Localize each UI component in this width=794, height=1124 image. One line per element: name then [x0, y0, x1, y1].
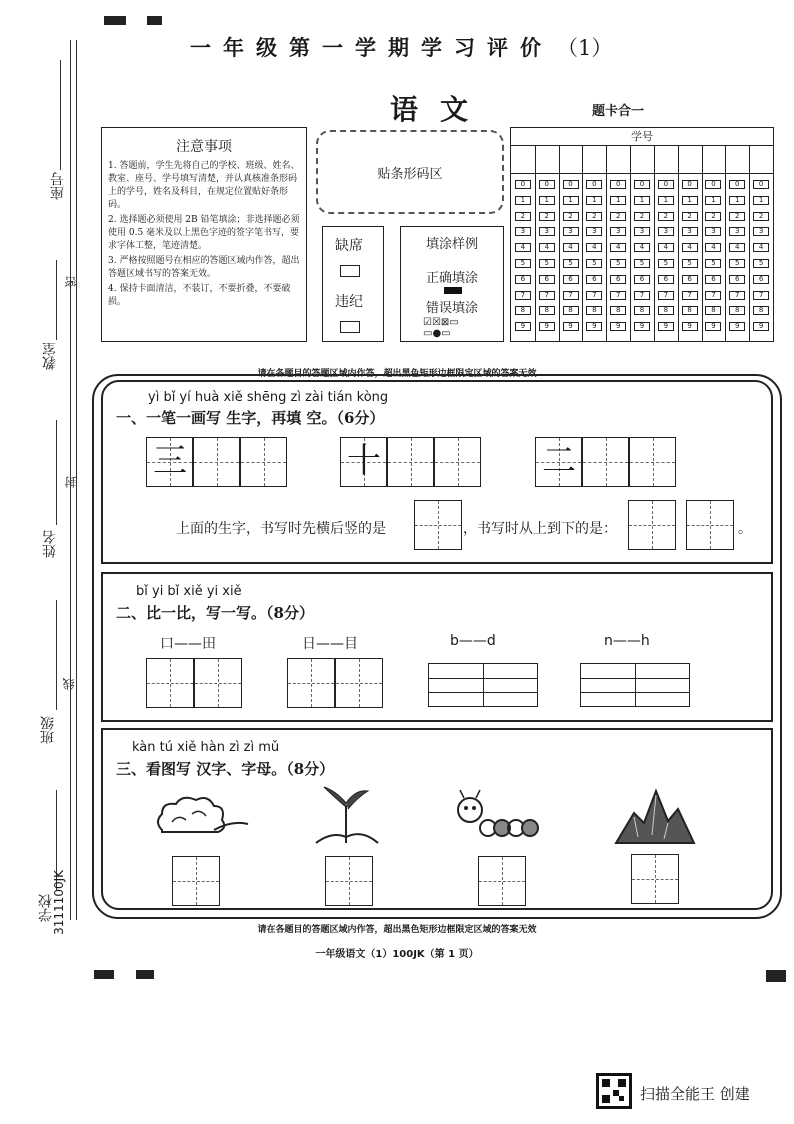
student-id-bubble[interactable]: 8: [729, 306, 745, 315]
answer-area-warning: 请在各题目的答题区域内作答，超出黑色矩形边框限定区域的答案无效: [257, 369, 537, 379]
student-id-bubble[interactable]: 8: [753, 306, 769, 315]
student-id-bubble[interactable]: 0: [753, 180, 769, 189]
student-id-bubble[interactable]: 4: [515, 243, 531, 252]
class-label: 班级: [40, 716, 56, 744]
q2-char-cell[interactable]: [287, 658, 335, 708]
student-id-bubble[interactable]: 2: [658, 212, 674, 221]
student-id-bubble[interactable]: 7: [753, 291, 769, 300]
student-id-bubble[interactable]: 0: [658, 180, 674, 189]
q1-answer-cell[interactable]: [686, 500, 734, 550]
student-id-bubble[interactable]: 6: [634, 275, 650, 284]
student-id-bubble[interactable]: 0: [586, 180, 602, 189]
q2-letter-lines[interactable]: [428, 663, 538, 707]
q1-sentence: 上面的生字，书写时先横后竖的是: [176, 521, 386, 537]
student-id-column-divider: [654, 146, 655, 341]
student-id-bubble[interactable]: 1: [682, 196, 698, 205]
student-id-bubble[interactable]: 7: [682, 291, 698, 300]
student-id-bubble[interactable]: 9: [682, 322, 698, 331]
absent-box: [322, 226, 384, 342]
student-id-bubble[interactable]: 6: [753, 275, 769, 284]
student-id-bubble[interactable]: 5: [705, 259, 721, 268]
q3-answer-cell[interactable]: [325, 856, 373, 906]
student-id-bubble[interactable]: 9: [753, 322, 769, 331]
student-id-column-divider: [678, 146, 679, 341]
student-id-bubble[interactable]: 7: [539, 291, 555, 300]
student-id-bubble[interactable]: 7: [634, 291, 650, 300]
student-id-bubble[interactable]: 8: [634, 306, 650, 315]
fill-sample-box: [400, 226, 504, 342]
seal-xian: 线: [62, 678, 76, 690]
student-id-bubble[interactable]: 9: [515, 322, 531, 331]
student-id-bubble[interactable]: 3: [563, 227, 579, 236]
student-id-column-divider: [702, 146, 703, 341]
registration-mark: [104, 16, 126, 25]
student-id-bubble[interactable]: 1: [515, 196, 531, 205]
qr-code-icon: [596, 1073, 632, 1109]
scanner-watermark: 扫描全能王 创建: [640, 1085, 750, 1103]
notice-item: 2. 选择题必须使用 2B 铅笔填涂；非选择题必须使用 0.5 毫米及以上黑色字迹的签字笔书写，要求字体工整，笔迹清楚。: [108, 215, 300, 251]
q1-title: 一、一笔一画写 生字，再填 空。（6分）: [116, 409, 385, 427]
student-id-bubble[interactable]: 2: [610, 212, 626, 221]
student-id-bubble[interactable]: 2: [539, 212, 555, 221]
student-id-bubble[interactable]: 4: [705, 243, 721, 252]
student-id-bubble[interactable]: 0: [682, 180, 698, 189]
student-id-bubble[interactable]: 7: [705, 291, 721, 300]
student-id-bubble[interactable]: 3: [634, 227, 650, 236]
q1-practice-cell[interactable]: [629, 437, 676, 487]
student-id-write-row: [511, 146, 773, 174]
student-id-bubble[interactable]: 5: [610, 259, 626, 268]
q1-answer-cell[interactable]: [628, 500, 676, 550]
name-label: 姓名: [42, 530, 58, 558]
student-id-bubble[interactable]: 4: [586, 243, 602, 252]
student-id-bubble[interactable]: 8: [586, 306, 602, 315]
barcode-area[interactable]: [316, 130, 504, 214]
student-id-bubble[interactable]: 2: [753, 212, 769, 221]
student-id-bubble[interactable]: 4: [563, 243, 579, 252]
student-id-bubble[interactable]: 2: [563, 212, 579, 221]
student-id-bubble[interactable]: 3: [586, 227, 602, 236]
student-id-bubble[interactable]: 1: [634, 196, 650, 205]
student-id-bubble[interactable]: 2: [634, 212, 650, 221]
student-id-bubble[interactable]: 6: [539, 275, 555, 284]
student-id-bubble[interactable]: 5: [658, 259, 674, 268]
q1-model-char: 三: [153, 441, 187, 481]
student-id-bubble[interactable]: 5: [539, 259, 555, 268]
student-id-column-divider: [630, 146, 631, 341]
student-id-bubble[interactable]: 2: [515, 212, 531, 221]
student-id-bubble[interactable]: 9: [705, 322, 721, 331]
notice-box: [101, 127, 307, 342]
student-id-bubble[interactable]: 5: [586, 259, 602, 268]
student-id-bubble[interactable]: 0: [515, 180, 531, 189]
q1-practice-cell[interactable]: [240, 437, 287, 487]
correct-fill-label: 正确填涂: [425, 271, 478, 286]
student-id-bubble[interactable]: 2: [682, 212, 698, 221]
seat-label: 座号: [50, 172, 66, 200]
q1-model-char: 十: [347, 441, 381, 481]
registration-mark: [766, 970, 786, 982]
q2-pair: 日——目: [302, 636, 358, 652]
student-id-bubble[interactable]: 6: [705, 275, 721, 284]
student-id-bubble[interactable]: 8: [705, 306, 721, 315]
student-id-bubble[interactable]: 4: [682, 243, 698, 252]
student-id-bubble[interactable]: 7: [515, 291, 531, 300]
q1-model-char-cell: [146, 437, 193, 487]
name-line: [56, 420, 57, 525]
q1-practice-cell[interactable]: [387, 437, 434, 487]
student-id-bubble[interactable]: 5: [563, 259, 579, 268]
q2-title: 二、比一比，写一写。（8分）: [116, 604, 314, 622]
student-id-bubble[interactable]: 3: [682, 227, 698, 236]
student-id-bubble[interactable]: 2: [729, 212, 745, 221]
absent-bubble[interactable]: [340, 265, 360, 277]
student-id-bubble[interactable]: 2: [705, 212, 721, 221]
q3-title: 三、看图写 汉字、字母。（8分）: [116, 760, 335, 778]
student-id-bubble[interactable]: 6: [729, 275, 745, 284]
student-id-bubble[interactable]: 0: [610, 180, 626, 189]
caterpillar-picture: [452, 788, 542, 844]
student-id-bubble[interactable]: 8: [515, 306, 531, 315]
q1-sentence-end: 。: [738, 521, 752, 537]
student-id-bubble[interactable]: 1: [610, 196, 626, 205]
student-id-bubble[interactable]: 4: [658, 243, 674, 252]
seal-feng: 封: [64, 476, 78, 488]
student-id-column-divider: [535, 146, 536, 341]
q1-model-char-cell: [340, 437, 387, 487]
q1-practice-cell[interactable]: [582, 437, 629, 487]
registration-mark: [94, 970, 114, 979]
q1-practice-cell[interactable]: [434, 437, 481, 487]
violation-bubble[interactable]: [340, 321, 360, 333]
student-id-bubble[interactable]: 9: [658, 322, 674, 331]
q2-pinyin: bǐ yi bǐ xiě yi xiě: [136, 584, 242, 599]
class-line: [56, 600, 57, 710]
barcode-label: 贴条形码区: [377, 166, 443, 182]
student-id-bubble[interactable]: 8: [539, 306, 555, 315]
student-id-bubble[interactable]: 6: [515, 275, 531, 284]
q1-model-char: 二: [542, 441, 576, 481]
student-id-bubble[interactable]: 7: [563, 291, 579, 300]
student-id-column-divider: [606, 146, 607, 341]
student-id-bubble[interactable]: 5: [634, 259, 650, 268]
q2-pair: n——h: [604, 633, 650, 649]
student-id-bubble[interactable]: 5: [753, 259, 769, 268]
student-id-grid: [510, 127, 774, 342]
student-id-bubble[interactable]: 2: [586, 212, 602, 221]
student-id-bubble[interactable]: 1: [705, 196, 721, 205]
student-id-bubble[interactable]: 7: [658, 291, 674, 300]
notice-item: 4. 保持卡面清洁，不装订，不要折叠，不要破损。: [108, 284, 291, 307]
q3-answer-cell[interactable]: [478, 856, 526, 906]
student-id-bubble[interactable]: 0: [634, 180, 650, 189]
classroom-label: 教室: [42, 342, 58, 370]
student-id-column-divider: [725, 146, 726, 341]
registration-mark: [147, 16, 162, 25]
student-id-bubble[interactable]: 0: [539, 180, 555, 189]
student-id-bubble[interactable]: 4: [539, 243, 555, 252]
student-id-column-divider: [749, 146, 750, 341]
student-id-bubble[interactable]: 3: [753, 227, 769, 236]
fill-sample-heading: 填涂样例: [425, 237, 478, 252]
student-id-bubble[interactable]: 5: [729, 259, 745, 268]
student-id-bubble[interactable]: 7: [729, 291, 745, 300]
student-id-bubble[interactable]: 5: [515, 259, 531, 268]
notice-item: 3. 严格按照题号在相应的答题区域内作答，超出答题区域书写的答案无效。: [108, 256, 300, 279]
student-id-bubble[interactable]: 6: [610, 275, 626, 284]
student-id-bubble[interactable]: 8: [610, 306, 626, 315]
student-id-bubble[interactable]: 1: [539, 196, 555, 205]
sprout-picture: [312, 785, 382, 845]
seal-mi: 密: [64, 276, 78, 288]
student-id-bubble[interactable]: 9: [539, 322, 555, 331]
student-id-bubble[interactable]: 3: [705, 227, 721, 236]
student-id-bubble[interactable]: 4: [729, 243, 745, 252]
student-id-bubble[interactable]: 0: [705, 180, 721, 189]
correct-fill-example: [444, 287, 462, 294]
student-id-bubble[interactable]: 6: [682, 275, 698, 284]
student-id-bubble[interactable]: 9: [729, 322, 745, 331]
wrong-fill-examples: ☑☒⊠▭ ▭●▭: [423, 317, 459, 339]
student-id-bubble[interactable]: 4: [610, 243, 626, 252]
q1-model-char-cell: [535, 437, 582, 487]
subject-title: 语文: [390, 93, 491, 126]
q2-char-cell[interactable]: [146, 658, 194, 708]
student-id-bubble[interactable]: 3: [729, 227, 745, 236]
answer-area-warning-bottom: 请在各题目的答题区域内作答，超出黑色矩形边框限定区域的答案无效: [257, 925, 537, 935]
student-id-bubble[interactable]: 7: [610, 291, 626, 300]
student-id-bubble[interactable]: 6: [658, 275, 674, 284]
student-id-bubble[interactable]: 3: [515, 227, 531, 236]
student-id-column-divider: [559, 146, 560, 341]
student-id-bubble[interactable]: 9: [586, 322, 602, 331]
student-id-bubble[interactable]: 0: [729, 180, 745, 189]
student-id-bubble[interactable]: 1: [586, 196, 602, 205]
q2-pair: b——d: [450, 633, 496, 649]
student-id-bubble[interactable]: 8: [563, 306, 579, 315]
card-type-tag: 题卡合一: [592, 104, 645, 119]
student-id-heading: 学号: [511, 128, 773, 146]
school-label: 学校: [38, 894, 54, 922]
student-id-bubble[interactable]: 1: [753, 196, 769, 205]
student-id-bubble[interactable]: 8: [658, 306, 674, 315]
student-id-bubble[interactable]: 3: [610, 227, 626, 236]
q1-pinyin: yì bǐ yí huà xiě shēng zì zài tián kòng: [148, 390, 389, 405]
student-id-bubble[interactable]: 9: [634, 322, 650, 331]
wrong-fill-label: 错误填涂: [425, 301, 478, 316]
q3-answer-cell[interactable]: [172, 856, 220, 906]
q2-letter-lines[interactable]: [580, 663, 690, 707]
q2-char-cell[interactable]: [335, 658, 383, 708]
student-id-bubble[interactable]: 7: [586, 291, 602, 300]
q1-sentence-b: ，书写时从上到下的是：: [463, 521, 617, 537]
q2-pair: 口——田: [160, 636, 216, 652]
q3-pinyin: kàn tú xiě hàn zì zì mǔ: [132, 740, 280, 755]
seat-line: [60, 60, 61, 170]
student-id-column-divider: [582, 146, 583, 341]
student-id-bubble[interactable]: 4: [753, 243, 769, 252]
notice-item: 1. 答题前，学生先将自己的学校、班级、姓名、教室、座号、学号填写清楚，并认真核准条形码上的学号，姓名及科目，在规定位置贴好条形码。: [108, 161, 300, 210]
cloud-picture: [152, 792, 252, 842]
student-id-bubble[interactable]: 9: [563, 322, 579, 331]
mountain-picture: [612, 785, 698, 845]
q2-char-cell[interactable]: [194, 658, 242, 708]
absent-label: 缺席: [335, 238, 363, 254]
notice-heading: 注意事项: [176, 139, 232, 155]
student-id-bubble[interactable]: 3: [539, 227, 555, 236]
student-id-bubble[interactable]: 9: [610, 322, 626, 331]
q3-answer-cell[interactable]: [631, 854, 679, 904]
student-id-bubble[interactable]: 6: [586, 275, 602, 284]
student-id-bubble[interactable]: 0: [563, 180, 579, 189]
exam-title: 一年级第一学期学习评价 （1）: [190, 35, 613, 60]
student-id-bubble[interactable]: 1: [729, 196, 745, 205]
form-code: 3111100JK: [52, 870, 66, 935]
student-id-bubble[interactable]: 4: [634, 243, 650, 252]
q1-practice-cell[interactable]: [193, 437, 240, 487]
student-id-bubble[interactable]: 1: [658, 196, 674, 205]
violation-label: 违纪: [335, 294, 363, 310]
student-id-bubble[interactable]: 3: [658, 227, 674, 236]
student-id-bubble[interactable]: 8: [682, 306, 698, 315]
page-footer: 一年级语文（1）100JK（第 1 页）: [315, 949, 479, 960]
student-id-bubble[interactable]: 6: [563, 275, 579, 284]
registration-mark: [136, 970, 154, 979]
student-id-bubble[interactable]: 5: [682, 259, 698, 268]
student-id-bubble[interactable]: 1: [563, 196, 579, 205]
q1-answer-cell[interactable]: [414, 500, 462, 550]
classroom-line: [56, 260, 57, 340]
